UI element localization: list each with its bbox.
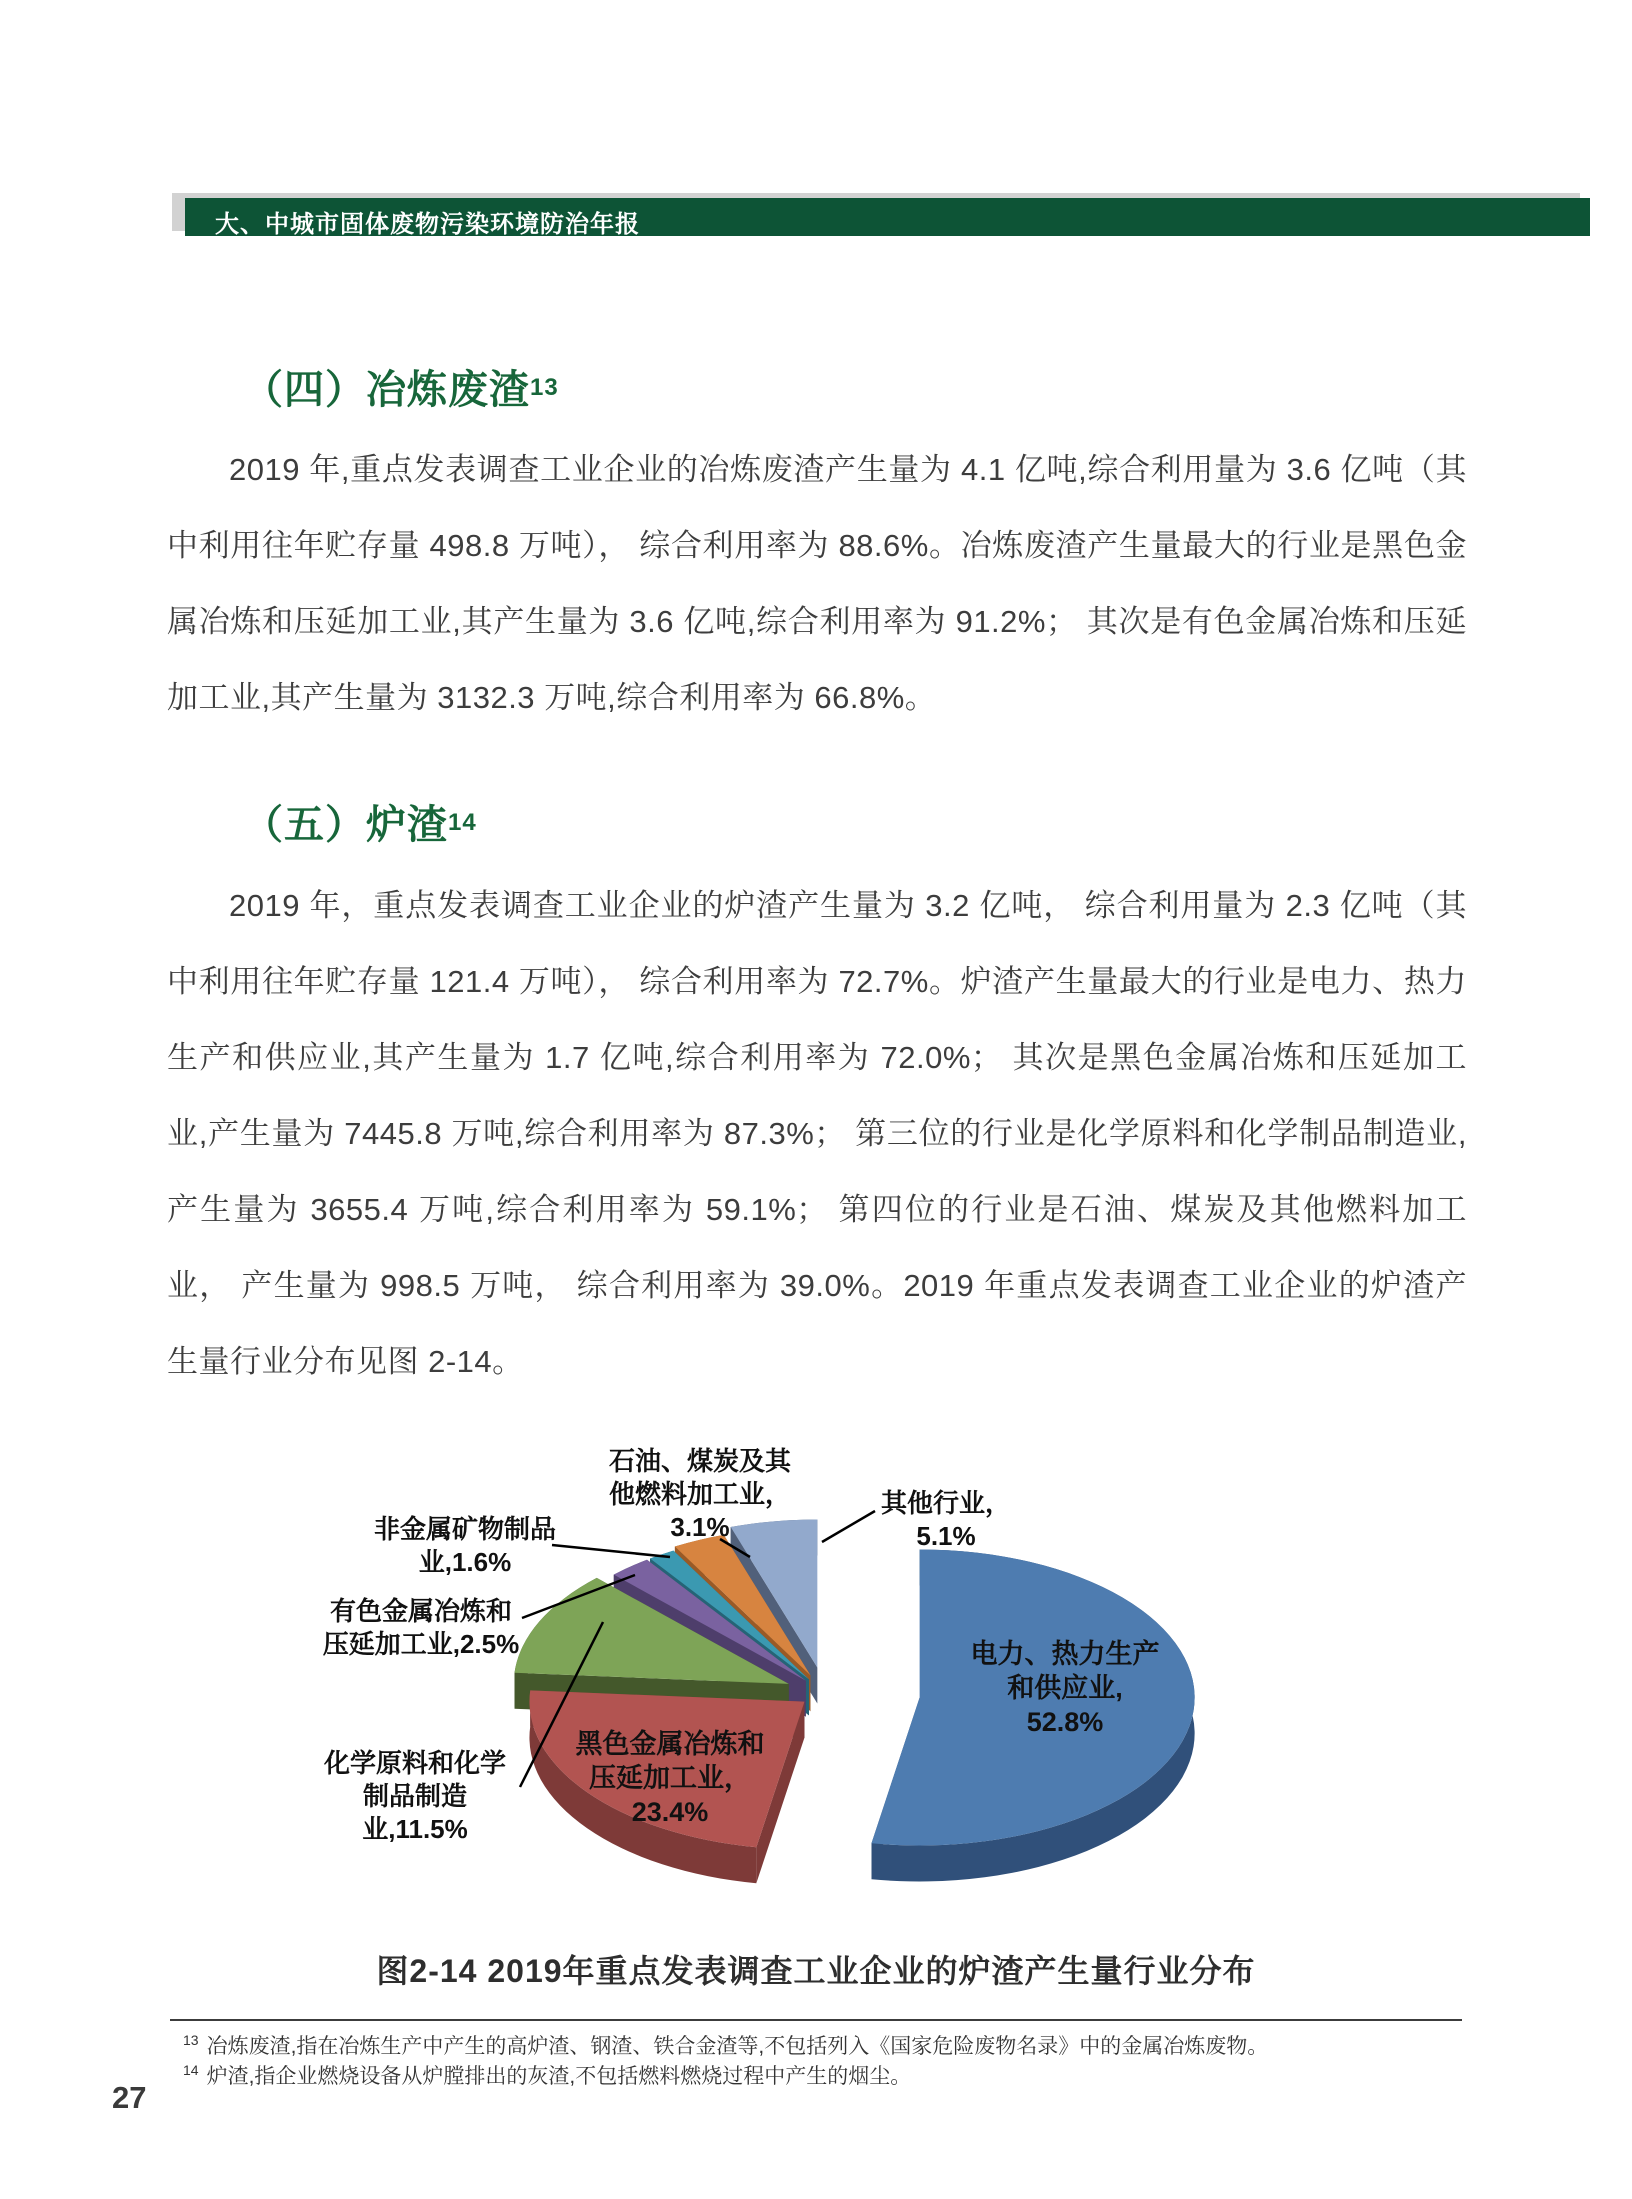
- pie-label-chemical: [305, 1747, 525, 1846]
- section-heading-5: [243, 793, 477, 850]
- pie-label-other-line1: 其他行业，: [880, 1488, 1011, 1518]
- pie-label-ferrous-line3: 23.4%: [631, 1797, 709, 1827]
- pie-chart-figure: [220, 1415, 1420, 1905]
- pie-label-power-line3: 52.8%: [1026, 1707, 1104, 1737]
- pie-label-ferrous: [540, 1727, 800, 1829]
- pie-label-chemical-line3: 业,11.5%: [362, 1814, 468, 1844]
- pie-label-nonferrous-line1: 有色金属冶炼和: [329, 1596, 512, 1626]
- section-heading-4-text: （四）冶炼废渣: [243, 368, 530, 412]
- pie-label-petroleum: [590, 1445, 810, 1544]
- paragraph-furnace-slag: 2019 年，重点发表调查工业企业的炉渣产生量为 3.2 亿吨， 综合利用量为 2.3 亿吨（其中利用往年贮存量 121.4 万吨）， 综合利用率为 72.7%。炉渣产生量最大的行业是电力、热力生产和供应业,其产生量为 1.7 亿吨,综合利用率为 72.0%； 其次是黑色金属冶炼和压延加工业,产生量为 7445.8 万吨,综合利用率为 87.3%； 第三位的行业是化学原料和化学制品制造业,产生量为 3655.4 万吨,综合利用率为 59.1%； 第四位的行业是石油、煤炭及其他燃料加工业， 产生量为 998.5 万吨， 综合利用率为 39.0%。2019 年重点发表调查工业企业的炉渣产生量行业分布见图 2-14。: [167, 888, 1467, 1379]
- footnote-14-text: 炉渣,指企业燃烧设备从炉膛排出的灰渣,不包括燃料燃烧过程中产生的烟尘。: [206, 2065, 912, 2088]
- pie-label-nonmetal: [355, 1513, 575, 1579]
- paragraph-smelting-slag: 2019 年,重点发表调查工业企业的冶炼废渣产生量为 4.1 亿吨,综合利用量为 3.6 亿吨（其中利用往年贮存量 498.8 万吨）， 综合利用率为 88.6%。冶炼废渣产生量最大的行业是黑色金属冶炼和压延加工业,其产生量为 3.6 亿吨,综合利用率为 91.2%； 其次是有色金属冶炼和压延加工业,其产生量为 3132.3 万吨,综合利用率为 66.8%。: [167, 452, 1468, 715]
- pie-label-power: [935, 1637, 1195, 1739]
- footnote-separator: [170, 2019, 1462, 2021]
- pie-label-other-line2: 5.1%: [916, 1521, 976, 1551]
- section-heading-5-footnote-ref: 14: [448, 809, 477, 836]
- pie-label-petroleum-line3: 3.1%: [670, 1512, 730, 1542]
- section-heading-4-footnote-ref: 13: [530, 374, 559, 401]
- section-heading-4: [243, 358, 559, 415]
- pie-label-nonferrous-line2: 压延加工业,2.5%: [322, 1629, 520, 1659]
- figure-caption: 图2-14 2019年重点发表调查工业企业的炉渣产生量行业分布: [376, 1953, 1256, 1989]
- pie-label-power-line2: 和供应业,: [1007, 1673, 1123, 1703]
- pie-label-petroleum-line1: 石油、煤炭及其: [608, 1446, 791, 1476]
- pie-label-chemical-line1: 化学原料和化学: [323, 1748, 506, 1778]
- footnote-13-text: 冶炼废渣,指在冶炼生产中产生的高炉渣、钢渣、铁合金渣等,不包括列入《国家危险废物名录》中的金属冶炼废物。: [206, 2035, 1269, 2058]
- footnote-14-ref: 14: [183, 2062, 199, 2078]
- pie-label-nonferrous: [311, 1595, 531, 1661]
- section-heading-5-text: （五）炉渣: [243, 803, 448, 847]
- pie-label-ferrous-line1: 黑色金属冶炼和: [575, 1729, 765, 1759]
- pie-label-petroleum-line2: 他燃料加工业，: [608, 1479, 791, 1509]
- pie-label-nonmetal-line2: 业,1.6%: [418, 1547, 512, 1577]
- pie-label-nonmetal-line1: 非金属矿物制品: [373, 1514, 556, 1544]
- footnote-14: [183, 2056, 1473, 2091]
- footnote-13-ref: 13: [183, 2032, 199, 2048]
- pie-label-other: [846, 1487, 1046, 1553]
- pie-label-chemical-line2: 制品制造: [362, 1781, 467, 1811]
- page-number: 27: [112, 2080, 147, 2115]
- header-title: 大、中城市固体废物污染环境防治年报: [215, 211, 640, 238]
- pie-label-ferrous-line2: 压延加工业，: [589, 1763, 751, 1793]
- pie-label-power-line1: 电力、热力生产: [970, 1639, 1160, 1669]
